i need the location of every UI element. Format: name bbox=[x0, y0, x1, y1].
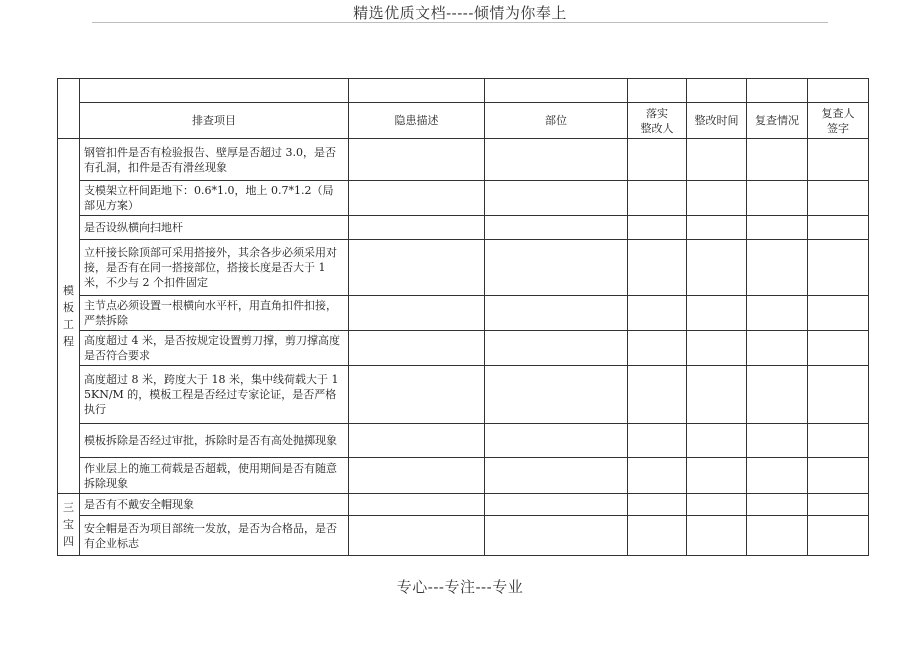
table-cell bbox=[687, 79, 747, 103]
table-cell bbox=[349, 516, 485, 556]
table-cell bbox=[628, 181, 687, 216]
table-cell bbox=[747, 516, 808, 556]
table-cell bbox=[747, 296, 808, 331]
table-cell bbox=[349, 494, 485, 516]
category-label: 模板工程 bbox=[63, 284, 74, 348]
table-cell bbox=[485, 458, 628, 494]
table-cell bbox=[747, 216, 808, 240]
table-cell bbox=[485, 494, 628, 516]
table-cell bbox=[687, 366, 747, 424]
table-cell bbox=[349, 240, 485, 296]
inspection-item: 高度超过 4 米，是否按规定设置剪刀撑，剪刀撑高度是否符合要求 bbox=[80, 331, 349, 366]
column-header-rectify-time: 整改时间 bbox=[687, 103, 747, 139]
table-row bbox=[58, 331, 869, 366]
table-row bbox=[58, 296, 869, 331]
inspection-item: 是否设纵横向扫地杆 bbox=[80, 216, 349, 240]
table-cell bbox=[485, 331, 628, 366]
table-row bbox=[58, 516, 869, 556]
table-cell bbox=[687, 516, 747, 556]
table-row bbox=[58, 181, 869, 216]
table-cell bbox=[349, 296, 485, 331]
table-cell bbox=[628, 516, 687, 556]
table-cell bbox=[808, 516, 869, 556]
inspection-item: 是否有不戴安全帽现象 bbox=[80, 494, 349, 516]
table-row bbox=[58, 494, 869, 516]
table-cell bbox=[747, 331, 808, 366]
category-cell bbox=[58, 139, 80, 494]
table-cell bbox=[485, 240, 628, 296]
document-header-title: 精选优质文档-----倾情为你奉上 bbox=[353, 4, 567, 22]
column-header-recheck-status: 复查情况 bbox=[747, 103, 808, 139]
table-cell bbox=[628, 366, 687, 424]
table-cell bbox=[808, 424, 869, 458]
table-cell bbox=[485, 366, 628, 424]
table-cell bbox=[687, 424, 747, 458]
inspection-item: 模板拆除是否经过审批，拆除时是否有高处抛掷现象 bbox=[80, 424, 349, 458]
category-header-cell bbox=[58, 79, 80, 139]
category-cell bbox=[58, 494, 80, 556]
table-cell bbox=[349, 366, 485, 424]
table-cell bbox=[349, 79, 485, 103]
table-cell bbox=[628, 139, 687, 181]
table-cell bbox=[628, 79, 687, 103]
table-cell bbox=[628, 424, 687, 458]
table-cell bbox=[349, 424, 485, 458]
table-cell bbox=[747, 458, 808, 494]
table-row bbox=[58, 458, 869, 494]
table-row bbox=[58, 240, 869, 296]
table-cell bbox=[747, 240, 808, 296]
table-cell bbox=[747, 139, 808, 181]
column-header-location: 部位 bbox=[485, 103, 628, 139]
table-cell bbox=[808, 296, 869, 331]
table-cell bbox=[808, 494, 869, 516]
inspection-item: 立杆接长除顶部可采用搭接外，其余各步必须采用对接，是否有在同一搭接部位，搭接长度是否大于 1 米，不少与 2 个扣件固定 bbox=[80, 240, 349, 296]
column-header-recheck-signature: 复查人 签字 bbox=[808, 103, 869, 139]
table-cell bbox=[747, 424, 808, 458]
table-cell bbox=[349, 331, 485, 366]
table-cell bbox=[808, 458, 869, 494]
table-cell bbox=[485, 139, 628, 181]
table-cell bbox=[687, 181, 747, 216]
table-cell bbox=[687, 296, 747, 331]
table-cell bbox=[687, 216, 747, 240]
table-cell bbox=[808, 331, 869, 366]
table-cell bbox=[687, 458, 747, 494]
table-cell bbox=[628, 240, 687, 296]
table-cell bbox=[628, 331, 687, 366]
table-cell bbox=[485, 516, 628, 556]
table-cell bbox=[687, 240, 747, 296]
inspection-item: 高度超过 8 米，跨度大于 18 米，集中线荷载大于 15KN/M 的，模板工程是否经过专家论证，是否严格执行 bbox=[80, 366, 349, 424]
table-cell bbox=[485, 296, 628, 331]
table-cell bbox=[687, 331, 747, 366]
table-cell bbox=[747, 366, 808, 424]
table-row bbox=[58, 216, 869, 240]
category-label: 三宝四 bbox=[63, 501, 74, 548]
table-cell bbox=[687, 494, 747, 516]
table-row bbox=[58, 366, 869, 424]
table-cell bbox=[349, 139, 485, 181]
column-header-item: 排查项目 bbox=[80, 103, 349, 139]
table-cell bbox=[808, 366, 869, 424]
table-cell bbox=[485, 79, 628, 103]
table-cell bbox=[628, 216, 687, 240]
table-cell bbox=[808, 240, 869, 296]
table-cell bbox=[349, 216, 485, 240]
table-cell bbox=[485, 216, 628, 240]
column-header-responsible: 落实 整改人 bbox=[628, 103, 687, 139]
inspection-item: 钢管扣件是否有检验报告、壁厚是否超过 3.0，是否有孔洞，扣件是否有滑丝现象 bbox=[80, 139, 349, 181]
table-cell bbox=[747, 494, 808, 516]
inspection-item: 安全帽是否为项目部统一发放，是否为合格品，是否有企业标志 bbox=[80, 516, 349, 556]
table-cell bbox=[747, 181, 808, 216]
table-cell bbox=[747, 79, 808, 103]
table-cell bbox=[349, 458, 485, 494]
table-cell bbox=[349, 181, 485, 216]
inspection-item: 主节点必须设置一根横向水平杆，用直角扣件扣接，严禁拆除 bbox=[80, 296, 349, 331]
table-row bbox=[58, 139, 869, 181]
table-cell bbox=[808, 181, 869, 216]
table-cell bbox=[687, 139, 747, 181]
table-row bbox=[58, 424, 869, 458]
table-cell bbox=[485, 424, 628, 458]
header-divider bbox=[92, 22, 828, 23]
table-blank-row bbox=[58, 79, 869, 103]
inspection-item: 支模架立杆间距地下：0.6*1.0，地上 0.7*1.2（局部见方案） bbox=[80, 181, 349, 216]
table-cell bbox=[628, 494, 687, 516]
table-cell bbox=[628, 296, 687, 331]
table-cell bbox=[808, 216, 869, 240]
column-header-hazard: 隐患描述 bbox=[349, 103, 485, 139]
inspection-table bbox=[57, 78, 869, 556]
table-cell bbox=[485, 181, 628, 216]
table-cell bbox=[808, 139, 869, 181]
table-header-row bbox=[58, 103, 869, 139]
table-cell bbox=[628, 458, 687, 494]
inspection-item: 作业层上的施工荷载是否超载，使用期间是否有随意拆除现象 bbox=[80, 458, 349, 494]
table-cell bbox=[80, 79, 349, 103]
table-cell bbox=[808, 79, 869, 103]
document-footer: 专心---专注---专业 bbox=[396, 578, 524, 596]
